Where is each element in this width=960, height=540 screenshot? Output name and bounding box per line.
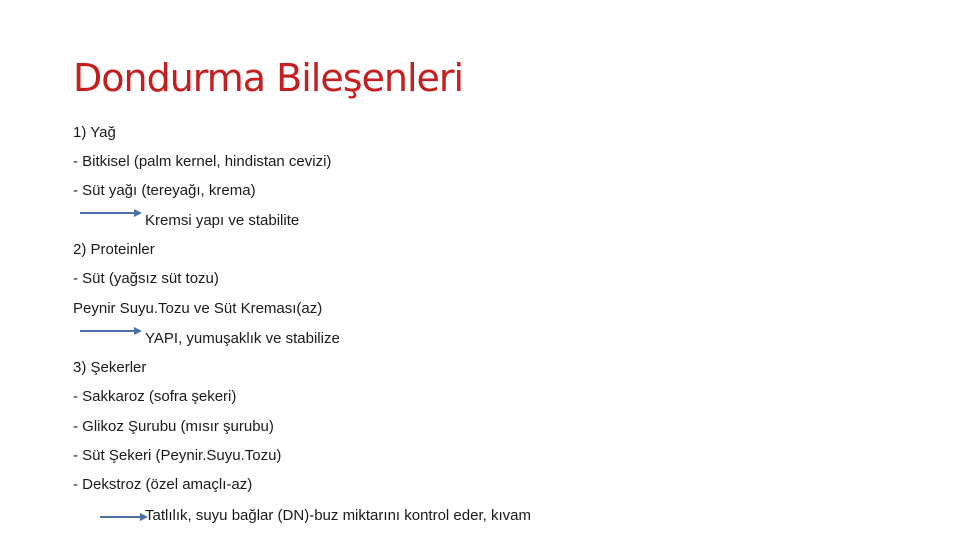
text-line-protein-heading: 2) Proteinler bbox=[73, 241, 155, 258]
text-line-vegetable-fat: - Bitkisel (palm kernel, hindistan cevizi) bbox=[73, 153, 332, 170]
text-line-lactose: - Süt Şekeri (Peynir.Suyu.Tozu) bbox=[73, 447, 282, 464]
right-arrow-icon bbox=[80, 326, 142, 336]
text-line-sucrose: - Sakkaroz (sofra şekeri) bbox=[73, 388, 237, 405]
text-line-milk-powder: - Süt (yağsız süt tozu) bbox=[73, 270, 219, 287]
text-line-glucose-syrup: - Glikoz Şurubu (mısır şurubu) bbox=[73, 418, 274, 435]
right-arrow-icon bbox=[80, 208, 142, 218]
right-arrow-icon bbox=[100, 512, 148, 522]
text-line-fat-heading: 1) Yağ bbox=[73, 124, 116, 141]
text-line-milk-fat: - Süt yağı (tereyağı, krema) bbox=[73, 182, 256, 199]
text-line-protein-effect: YAPI, yumuşaklık ve stabilize bbox=[145, 330, 340, 347]
text-line-sugar-effect: Tatlılık, suyu bağlar (DN)-buz miktarını kontrol eder, kıvam bbox=[145, 507, 531, 524]
text-line-fat-effect: Kremsi yapı ve stabilite bbox=[145, 212, 300, 229]
text-line-dextrose: - Dekstroz (özel amaçlı-az) bbox=[73, 476, 253, 493]
slide-title: Dondurma Bileşenleri bbox=[73, 56, 464, 100]
text-line-sugar-heading: 3) Şekerler bbox=[73, 359, 147, 376]
text-line-whey-cream: Peynir Suyu.Tozu ve Süt Kreması(az) bbox=[73, 300, 323, 317]
